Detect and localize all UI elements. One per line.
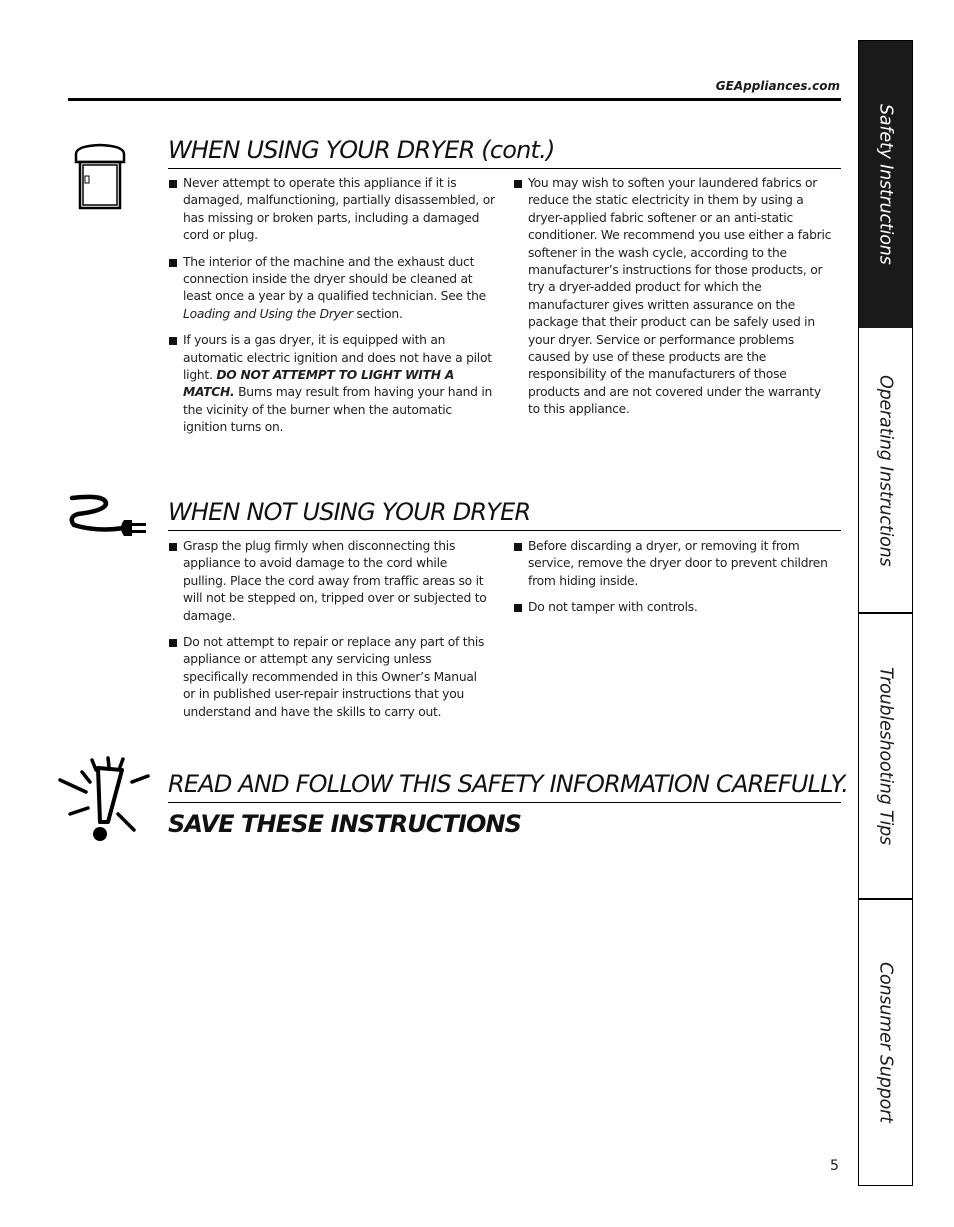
tab-safety-instructions[interactable]: Safety Instructions	[859, 41, 912, 328]
list-item: You may wish to soften your laundered fabrics or reduce the static electricity in them by using a dryer-applied fabric softener or an anti-static conditioner. We recommend you use either a fabric softener in the wash cycle, according to the manufacturer’s instructions for those products, or try a dryer-added product for which the manufacturer gives written assurance on the package that their product can be safely used in your dryer. Service or performance problems caused by use of these products are the responsibility of the manufacturers of those products and are not covered under the warranty to this appliance.	[514, 175, 834, 419]
using-left-column	[169, 175, 497, 446]
section-title-using: WHEN USING YOUR DRYER (cont.)	[168, 136, 555, 164]
list-item: If yours is a gas dryer, it is equipped with an automatic electric ignition and does not have a pilot light. DO NOT ATTEMPT TO LIGHT WITH A MATCH. Burns may result from having your hand in the vicinity of the burner when the automatic ignition turns on.	[169, 332, 497, 436]
list-item: The interior of the machine and the exhaust duct connection inside the dryer should be cleaned at least once a year by a qualified technician. See the Loading and Using the Dryer section.	[169, 254, 497, 324]
section-rule	[168, 168, 841, 169]
tab-consumer-support[interactable]: Consumer Support	[875, 962, 896, 1123]
tab-operating-instructions[interactable]: Operating Instructions	[875, 375, 896, 567]
list-item: Do not tamper with controls.	[514, 599, 836, 616]
list-item: Before discarding a dryer, or removing it from service, remove the dryer door to prevent children from hiding inside.	[514, 538, 836, 590]
warning-icon	[56, 756, 158, 846]
not-using-right-column	[514, 538, 836, 626]
not-using-left-column	[169, 538, 489, 730]
section-title-not-using: WHEN NOT USING YOUR DRYER	[168, 498, 531, 526]
site-url: GEAppliances.com	[715, 79, 840, 93]
dryer-icon	[70, 140, 130, 212]
using-right-column	[514, 175, 834, 428]
top-rule	[68, 98, 841, 101]
tab-troubleshooting-tips[interactable]: Troubleshooting Tips	[875, 667, 896, 845]
section-rule	[168, 530, 841, 531]
list-item: Do not attempt to repair or replace any part of this appliance or attempt any servicing unless specifically recommended in this Owner’s Manual or in published user-repair instructions that you understand and have the skills to carry out.	[169, 634, 489, 721]
section-rule	[168, 802, 841, 803]
save-instructions-heading: SAVE THESE INSTRUCTIONS	[168, 810, 522, 838]
page-number: 5	[830, 1158, 839, 1174]
section-title-safety: READ AND FOLLOW THIS SAFETY INFORMATION CAREFULLY.	[168, 770, 849, 798]
power-cord-icon	[66, 492, 156, 542]
list-item: Grasp the plug firmly when disconnecting this appliance to avoid damage to the cord while pulling. Place the cord away from traffic areas so it will not be stepped on, tripped over or subjected to damage.	[169, 538, 489, 625]
side-tabs	[858, 40, 913, 1186]
list-item: Never attempt to operate this appliance if it is damaged, malfunctioning, partially disassembled, or has missing or broken parts, including a damaged cord or plug.	[169, 175, 497, 245]
